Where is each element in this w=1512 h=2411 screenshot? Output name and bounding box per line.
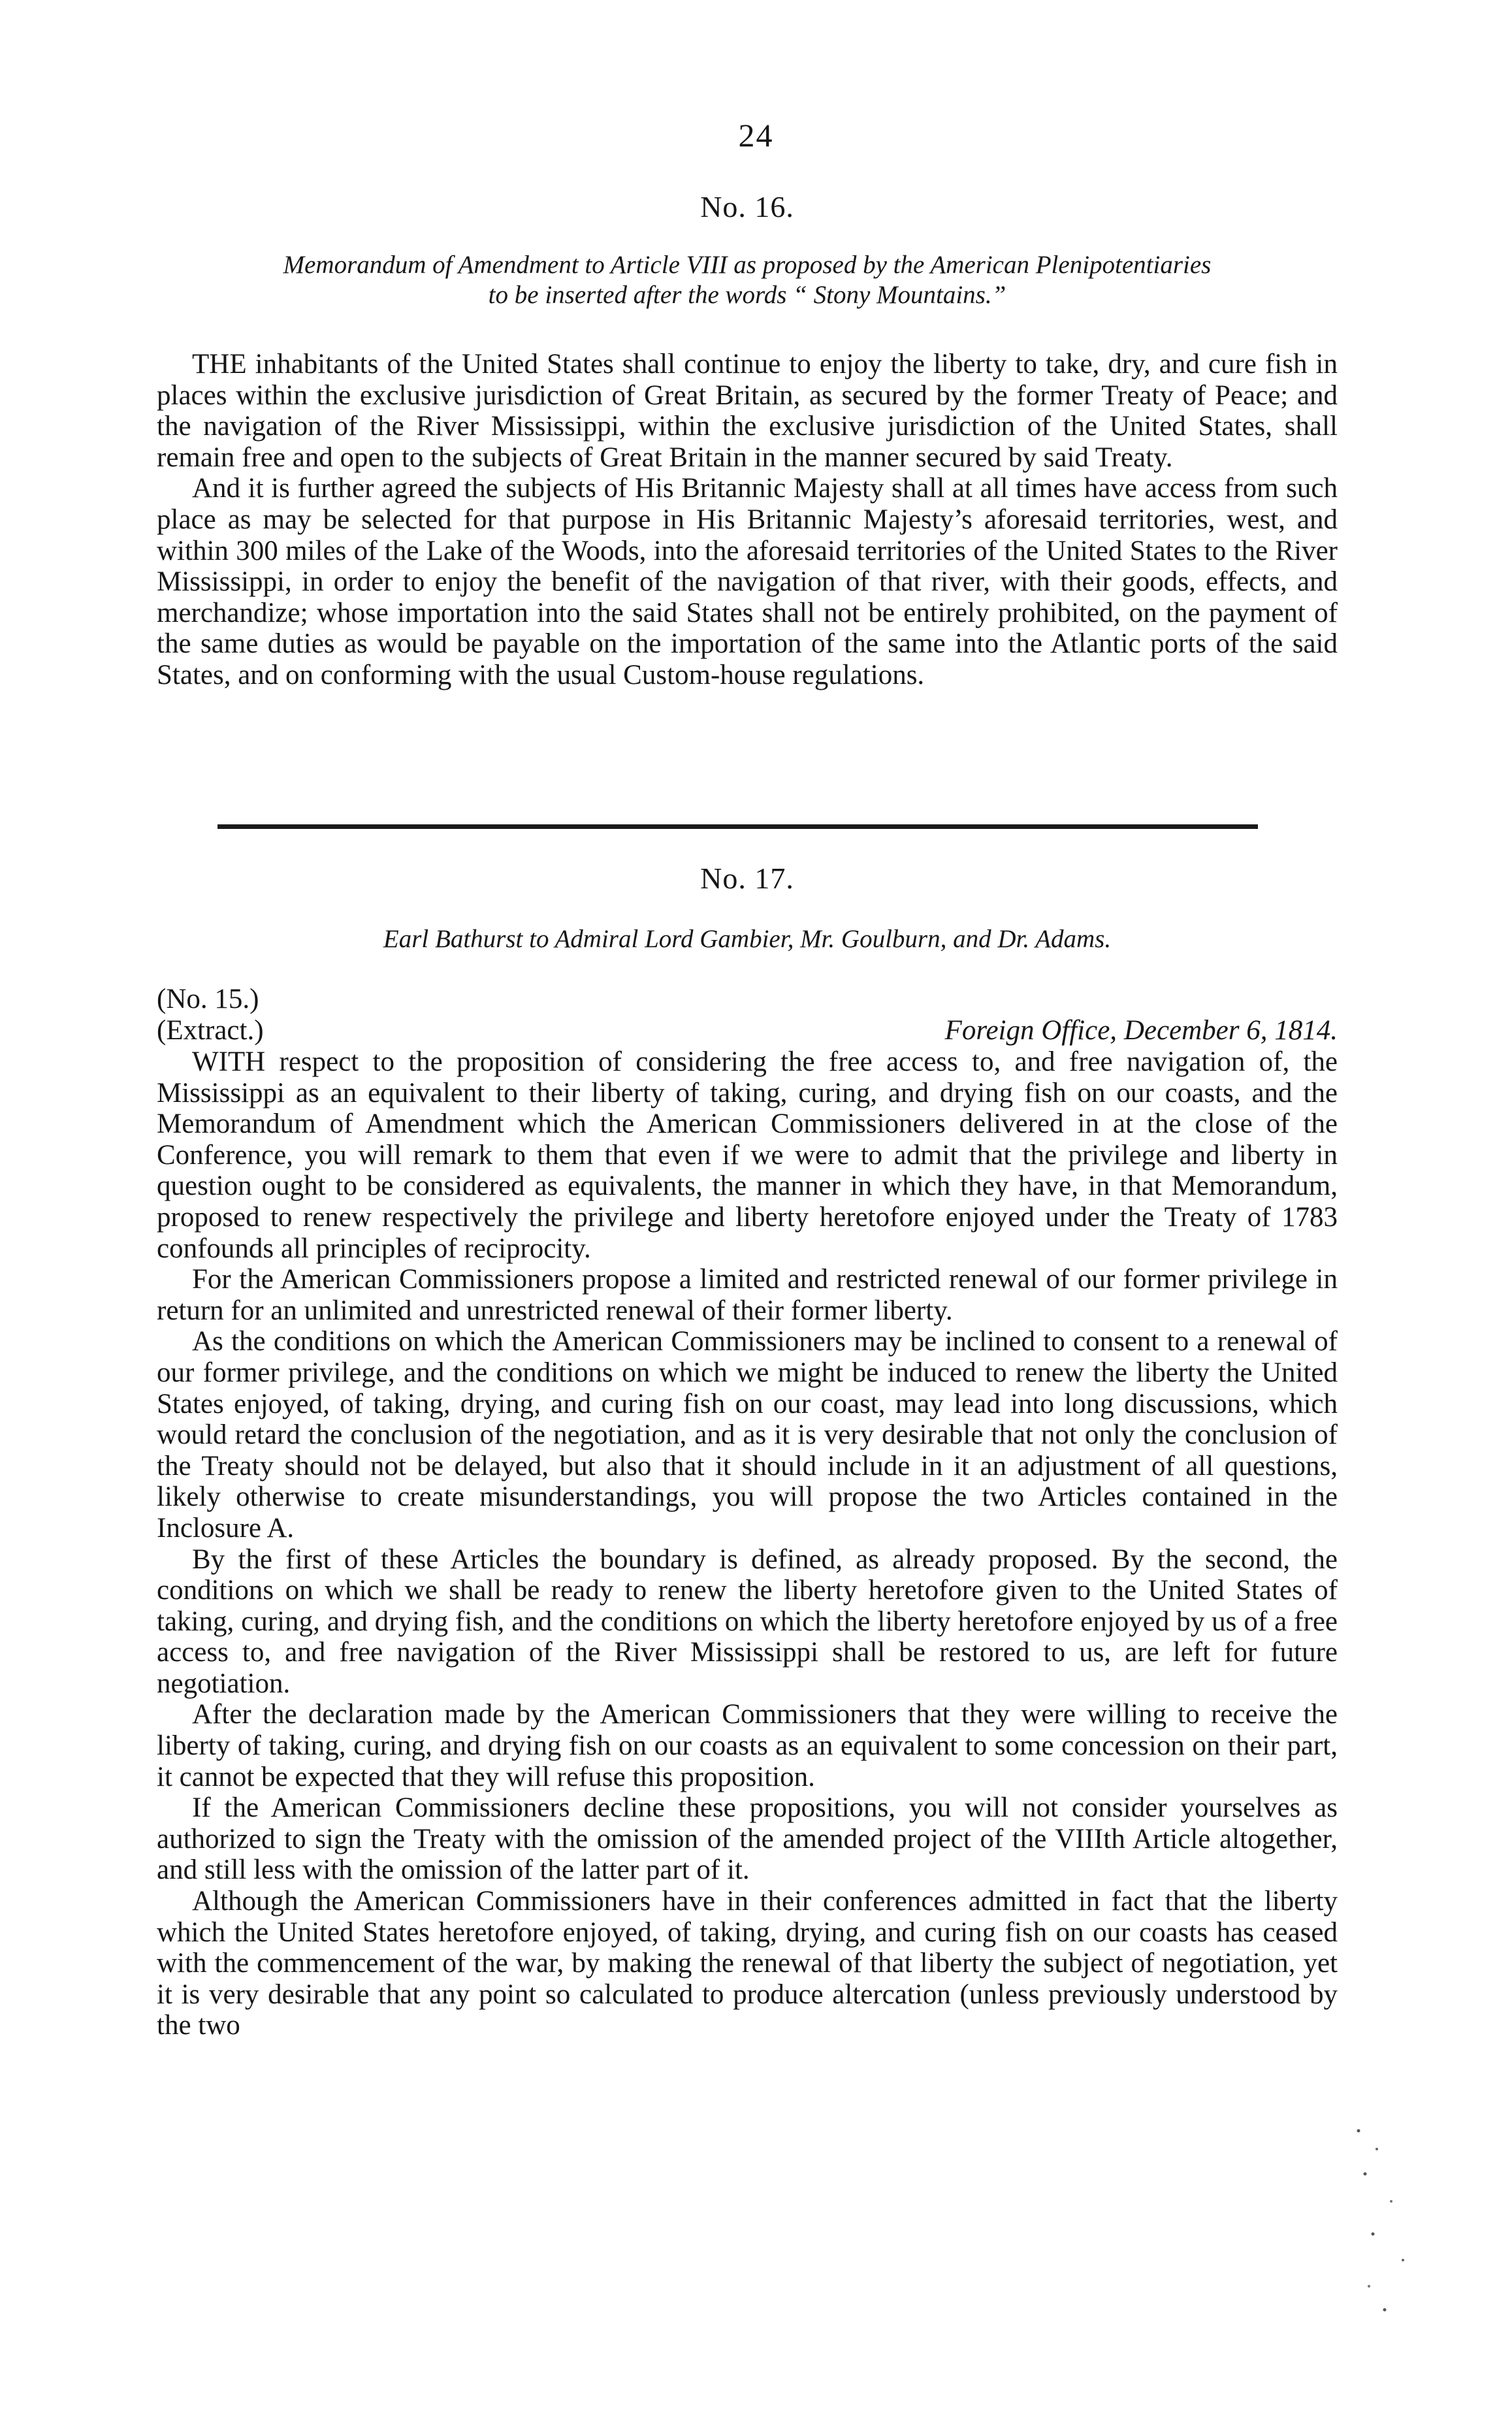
section-divider-rule xyxy=(217,824,1258,829)
document-16-title-line-1: Memorandum of Amendment to Article VIII as proposed by the American Plenipotentiaries xyxy=(283,251,1212,279)
paragraph: For the American Commissioners propose a limited and restricted renewal of our former privilege in return for an unlimited and unrestricted renewal of their former liberty. xyxy=(157,1264,1338,1326)
paragraph: And it is further agreed the subjects of His Britannic Majesty shall at all times have access from such place as may be selected for that purpose in His Britannic Majesty’s aforesaid territories, west, and within 300 miles of the Lake of the Woods, into the aforesaid territories of the United States to the River Mississippi, in order to enjoy the benefit of the navigation of that river, with their goods, effects, and merchandize; whose importation into the said States shall not be entirely prohibited, on the payment of the same duties as would be payable on the importation of the same into the Atlantic ports of the said States, and on conforming with the usual Custom-house regulations. xyxy=(157,473,1338,690)
document-16-body xyxy=(157,349,1338,691)
paragraph: After the declaration made by the American Commissioners that they were willing to receive the liberty of taking, curing, and drying fish on our coasts as an equivalent to some concession on their part, it cannot be expected that they will refuse this proposition. xyxy=(157,1699,1338,1792)
paragraph: If the American Commissioners decline these propositions, you will not consider yourselves as authorized to sign the Treaty with the omission of the amended project of the VIIIth Article altogether, and still less with the omission of the latter part of it. xyxy=(157,1792,1338,1886)
document-17-heading xyxy=(157,861,1338,896)
place-and-date xyxy=(945,1015,1338,1046)
print-specks xyxy=(1345,2123,1424,2319)
place: Foreign Office, xyxy=(944,1014,1118,1046)
paragraph: By the first of these Articles the boundary is defined, as already proposed. By the second, the conditions on which we shall be ready to renew the liberty heretofore given to the United States of taking, curing, and drying fish, and the conditions on which the liberty heretofore enjoyed by us of a free access to, and free navigation of the River Mississippi shall be restored to us, are left for future negotiation. xyxy=(157,1544,1338,1699)
page-number: 24 xyxy=(738,117,774,154)
document-16-heading xyxy=(157,189,1338,224)
document-16-title xyxy=(157,250,1338,310)
dateline xyxy=(157,1015,1338,1046)
document-17-title-block xyxy=(157,924,1338,954)
extract-label: (Extract.) xyxy=(157,1014,264,1046)
paragraph: As the conditions on which the American Commissioners may be inclined to consent to a renewal of our former privilege, and the conditions on which we might be induced to renew the liberty the United States enjoyed, of taking, drying, and curing fish on our coast, may lead into long discussions, which would retard the conclusion of the negotiation, and as it is very desirable that not only the conclusion of the Treaty should not be delayed, but also that it should include in it an adjustment of all questions, likely otherwise to create misunderstandings, you will propose the two Articles contained in the Inclosure A. xyxy=(157,1326,1338,1544)
paragraph: THE inhabitants of the United States shall continue to enjoy the liberty to take, dry, and cure fish in places within the exclusive jurisdiction of Great Britain, as secured by the former Treaty of Peace; and the navigation of the River Mississippi, within the exclusive jurisdiction of the United States, shall remain free and open to the subjects of Great Britain in the manner secured by said Treaty. xyxy=(157,349,1338,473)
document-17-reference xyxy=(157,984,1338,1046)
document-16-title-line-2: to be inserted after the words “ Stony Mountains.” xyxy=(488,281,1006,309)
reference-number: (No. 15.) xyxy=(157,984,259,1014)
document-17-title: Earl Bathurst to Admiral Lord Gambier, Mr. Goulburn, and Dr. Adams. xyxy=(383,925,1112,953)
document-number-16: No. 16. xyxy=(700,190,794,223)
paragraph: WITH respect to the proposition of considering the free access to, and free navigation of, the Mississippi as an equivalent to their liberty of taking, curing, and drying fish on our coasts, and the Memorandum of Amendment which the American Commissioners delivered in at the close of the Conference, you will remark to them that even if we were to admit that the privilege and liberty in question ought to be considered as equivalents, the manner in which they have, in that Memorandum, proposed to renew respectively the privilege and liberty heretofore enjoyed under the Treaty of 1783 confounds all principles of reciprocity. xyxy=(157,1046,1338,1264)
date-month-day: December 6, 1814. xyxy=(1123,1014,1338,1046)
document-number-17: No. 17. xyxy=(700,862,794,895)
document-17-body xyxy=(157,1046,1338,2041)
paragraph: Although the American Commissioners have in their conferences admitted in fact that the liberty which the United States heretofore enjoyed, of taking, drying, and curing fish on our coasts has ceased with the commencement of the war, by making the renewal of that liberty the subject of negotiation, yet it is very desirable that any point so calculated to produce altercation (unless previously understood by the two xyxy=(157,1886,1338,2041)
